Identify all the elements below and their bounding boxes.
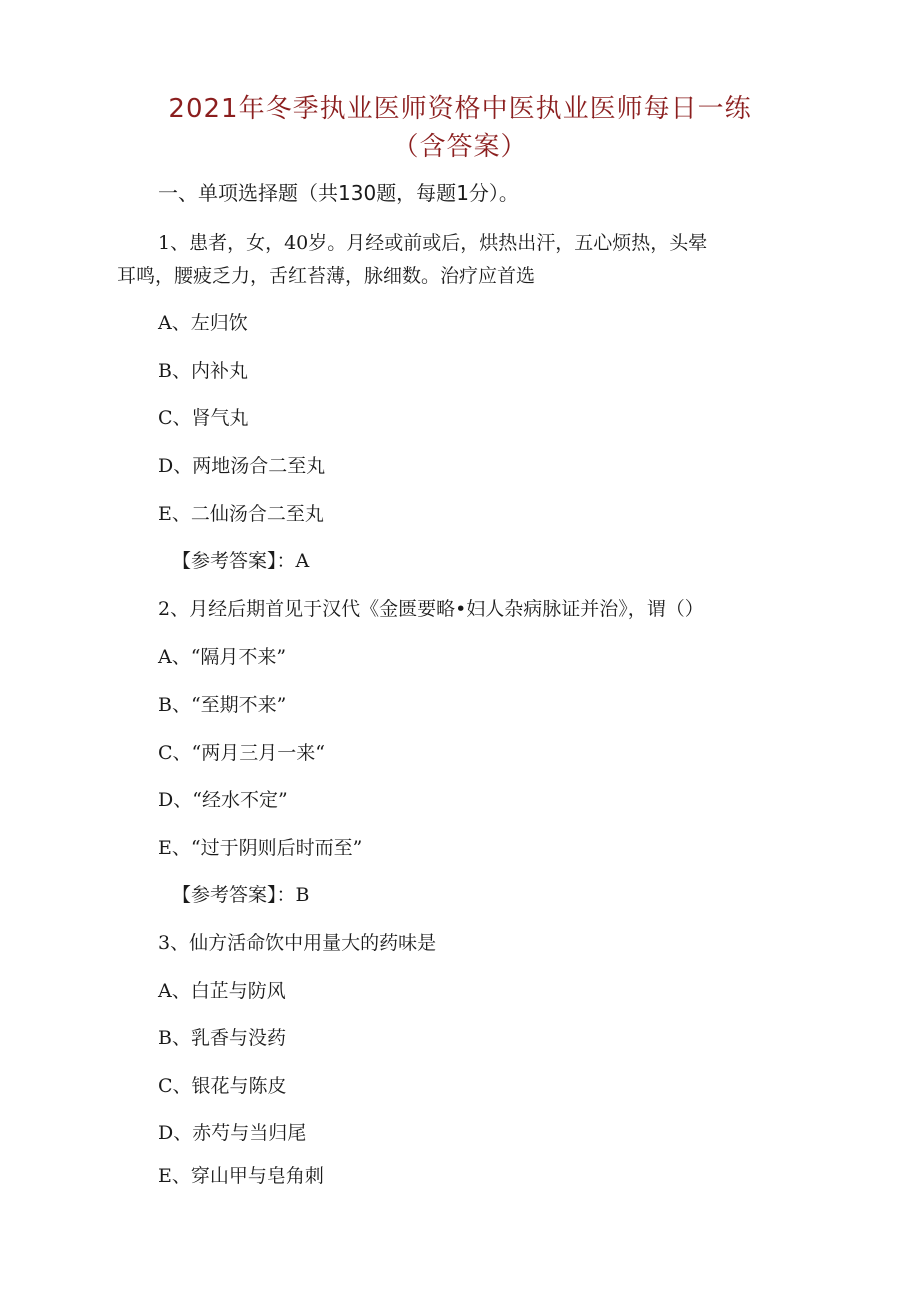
question-2-option-b: B、“至期不来” [158,694,287,716]
question-1-stem-line2: 耳鸣，腰疲乏力，舌红苔薄，脉细数。治疗应首选 [117,265,536,287]
question-1-option-d: D、两地汤合二至丸 [158,455,326,477]
question-1-option-e: E、二仙汤合二至丸 [158,503,324,525]
question-1-answer: 【参考答案】：A [172,550,310,572]
section-heading [158,178,519,208]
question-2-option-d: D、“经水不定” [158,789,288,811]
question-3-option-d: D、赤芍与当归尾 [158,1122,307,1144]
question-2-option-c: C、“两月三月一来“ [158,742,325,764]
question-1-option-a: A、左归饮 [158,312,248,334]
question-3-stem-line1: 3、仙方活命饮中用量大的药味是 [158,932,437,954]
section-question-count: 130 [338,181,377,205]
question-2-option-e: E、“过于阴则后时而至” [158,837,363,859]
question-1-stem-line1: 1、患者，女，40岁。月经或前或后，烘热出汗，五心烦热，头晕 [158,232,708,254]
question-1-option-c: C、肾气丸 [158,407,249,429]
section-heading-suffix: 分）。 [468,181,519,205]
question-3-option-c: C、银花与陈皮 [158,1075,287,1097]
section-heading-middle: 题，每题 [376,181,457,205]
document-title-line2: （含答案） [392,132,528,162]
question-2-option-a: A、“隔月不来” [158,646,287,668]
question-2-stem-line1: 2、月经后期首见于汉代《金匮要略•妇人杂病脉证并治》，谓（） [158,598,704,620]
question-2-answer: 【参考答案】：B [172,884,310,906]
question-1-option-b: B、内补丸 [158,360,248,382]
question-3-option-e: E、穿山甲与皂角刺 [158,1165,324,1187]
section-heading-prefix: 一、单项选择题（共 [158,181,338,205]
question-3-option-b: B、乳香与没药 [158,1027,286,1049]
section-points: 1 [456,181,469,205]
question-3-option-a: A、白芷与防风 [158,980,286,1002]
document-title-line1: 2021年冬季执业医师资格中医执业医师每日一练 [168,94,752,124]
